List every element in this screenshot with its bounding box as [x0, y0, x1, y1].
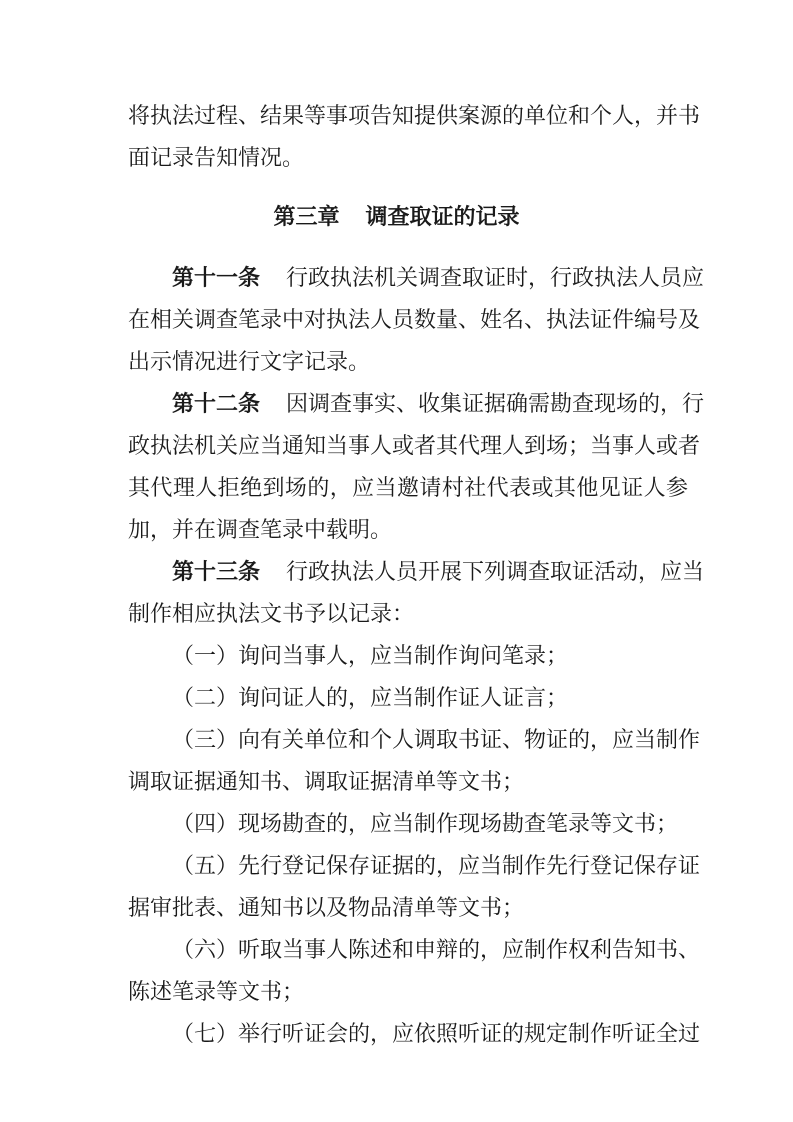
article-12-line-4: 加，并在调查笔录中载明。 [128, 518, 393, 543]
list-item-6-line-1: （六）听取当事人陈述和申辩的，应制作权利告知书、 [172, 938, 701, 963]
chapter-name: 调查取证的记录 [365, 205, 520, 230]
list-item-2: （二）询问证人的，应当制作证人证言； [172, 686, 569, 711]
article-13-heading: 第十三条 [172, 560, 261, 585]
article-12-heading: 第十二条 [172, 392, 261, 417]
article-11-line-3: 出示情况进行文字记录。 [128, 350, 371, 375]
chapter-number: 第三章 [273, 205, 340, 230]
article-12-line-3: 其代理人拒绝到场的，应当邀请村社代表或其他见证人参 [128, 476, 688, 501]
intro-line-1: 将执法过程、结果等事项告知提供案源的单位和个人，并书 [128, 104, 701, 129]
list-item-6-line-2: 陈述笔录等文书； [128, 980, 305, 1005]
list-item-1: （一）询问当事人，应当制作询问笔录； [172, 644, 569, 669]
article-12-line-2: 政执法机关应当通知当事人或者其代理人到场；当事人或者 [128, 434, 701, 459]
chapter-title [0, 203, 793, 233]
article-11-line-1: 行政执法机关调查取证时，行政执法人员应 [286, 266, 705, 291]
intro-line-2: 面记录告知情况。 [128, 146, 305, 171]
list-item-7-line-1: （七）举行听证会的，应依照听证的规定制作听证全过 [172, 1022, 701, 1047]
article-13-line-1: 行政执法人员开展下列调查取证活动，应当 [286, 560, 705, 585]
list-item-5-line-2: 据审批表、通知书以及物品清单等文书； [128, 896, 525, 921]
list-item-3-line-2: 调取证据通知书、调取证据清单等文书； [128, 770, 525, 795]
article-12-line-1: 因调查事实、收集证据确需勘查现场的，行 [286, 392, 705, 417]
article-11-line-2: 在相关调查笔录中对执法人员数量、姓名、执法证件编号及 [128, 308, 701, 333]
list-item-3-line-1: （三）向有关单位和个人调取书证、物证的，应当制作 [172, 728, 701, 753]
article-13-first-line [172, 558, 705, 588]
list-item-5-line-1: （五）先行登记保存证据的，应当制作先行登记保存证 [172, 854, 701, 879]
article-13-line-2: 制作相应执法文书予以记录： [128, 602, 415, 627]
article-11-first-line [172, 264, 705, 294]
article-11-heading: 第十一条 [172, 266, 261, 291]
article-12-first-line [172, 390, 705, 420]
list-item-4: （四）现场勘查的，应当制作现场勘查笔录等文书； [172, 812, 679, 837]
